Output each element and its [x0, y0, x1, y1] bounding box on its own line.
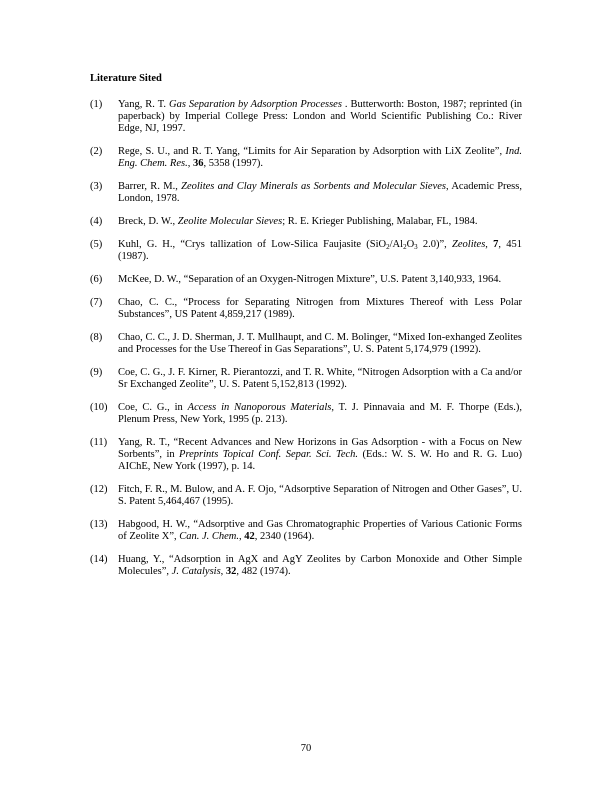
reference-text-run: McKee, D. W., “Separation of an Oxygen-Nitrogen Mixture”, U.S. Patent 3,140,933, 1964.: [118, 274, 502, 285]
reference-italic-text: Can. J. Chem.: [179, 531, 240, 542]
reference-number: (4): [90, 216, 103, 227]
reference-text: [118, 297, 522, 320]
reference-item: [90, 181, 522, 205]
reference-text-run: O: [406, 239, 415, 250]
reference-text: [118, 146, 522, 169]
reference-text-run: Coe, C. G., in: [118, 402, 188, 413]
reference-number: (11): [90, 437, 108, 448]
reference-number: (10): [90, 402, 108, 413]
reference-item: [90, 274, 522, 286]
reference-text: [118, 99, 522, 134]
reference-italic-text: Access in Nanoporous Materials: [187, 402, 332, 413]
reference-item: [90, 402, 522, 426]
reference-item: [90, 239, 522, 263]
subscript: 3: [414, 243, 418, 251]
reference-text: [118, 239, 522, 262]
reference-text: [118, 367, 522, 390]
reference-italic-text: Zeolite Molecular Sieves: [177, 216, 283, 227]
reference-text-run: , Academic Press, London, 1978.: [118, 181, 522, 204]
reference-text-run: , T. J. Pinnavaia and M. F. Thorpe (Eds.), Plenum Press, New York, 1995 (p. 213).: [118, 402, 523, 425]
reference-italic-text: Ind. Eng. Chem. Res.: [118, 146, 522, 169]
reference-number: (3): [90, 181, 103, 192]
reference-volume: 42: [244, 531, 255, 542]
reference-text-run: ,: [187, 158, 193, 169]
reference-volume: 7: [493, 239, 499, 250]
reference-item: [90, 519, 522, 543]
reference-number: (8): [90, 332, 103, 343]
subscript: 2: [386, 243, 390, 251]
reference-text-run: Chao, C. C., “Process for Separating Nitrogen from Mixtures Thereof with Less Polar Substances”, US Patent 4,859,217 (1989).: [118, 297, 522, 320]
reference-text-run: Chao, C. C., J. D. Sherman, J. T. Mullhaupt, and C. M. Bolinger, “Mixed Ion-exhanged Zeolites and Processes for the Use Thereof in Gas Separations”, U. S. Patent 5,174,979 (1992).: [118, 332, 522, 355]
reference-italic-text: Zeolites: [452, 239, 486, 250]
reference-text: [118, 332, 522, 355]
reference-number: (1): [90, 99, 103, 110]
reference-number: (14): [90, 554, 108, 565]
reference-item: [90, 484, 522, 508]
reference-text-run: Fitch, F. R., M. Bulow, and A. F. Ojo, “Adsorptive Separation of Nitrogen and Other Gases”, U. S. Patent 5,464,467 (1995).: [118, 484, 522, 507]
reference-text-run: ,: [239, 531, 245, 542]
reference-text-run: ,: [220, 566, 226, 577]
page-number: 70: [300, 743, 312, 754]
reference-text-run: (Eds.: W. S. W. Ho and R. G. Luo) AIChE, New York (1997), p. 14.: [118, 449, 522, 472]
reference-list: [90, 99, 522, 589]
reference-text-run: ; R. E. Krieger Publishing, Malabar, FL, 1984.: [282, 216, 478, 227]
reference-number: (5): [90, 239, 103, 250]
reference-number: (2): [90, 146, 103, 157]
reference-number: (13): [90, 519, 108, 530]
reference-item: [90, 367, 522, 391]
reference-number: (9): [90, 367, 103, 378]
reference-volume: 36: [192, 158, 204, 169]
reference-text-run: . Butterworth: Boston, 1987; reprinted (in paperback) by Imperial College Press: London and World Scientific Publishing Co.: River Edge, NJ, 1997.: [118, 99, 523, 134]
reference-text-run: , 5358 (1997).: [203, 158, 263, 169]
reference-italic-text: Gas Separation by Adsorption Processes: [168, 99, 342, 110]
reference-text: [118, 216, 477, 227]
reference-text: [118, 402, 522, 425]
reference-text-run: Yang, R. T.: [118, 99, 169, 110]
reference-text: [118, 484, 522, 507]
section-heading: Literature Sited: [90, 73, 162, 84]
reference-text-run: Barrer, R. M.,: [118, 181, 182, 192]
reference-item: [90, 437, 522, 473]
reference-text-run: , 2340 (1964).: [254, 531, 315, 542]
reference-text-run: Kuhl, G. H., “Crys tallization of Low-Silica Faujasite (SiO: [118, 239, 387, 250]
reference-text: [118, 274, 501, 285]
reference-text-run: Habgood, H. W., “Adsorptive and Gas Chromatographic Properties of Various Cationic Forms of Zeolite X”,: [118, 519, 522, 542]
reference-item: [90, 297, 522, 321]
reference-text-run: Yang, R. T., “Recent Advances and New Horizons in Gas Adsorption - with a Focus on New Sorbents”, in: [118, 437, 522, 460]
reference-number: (7): [90, 297, 103, 308]
reference-volume: 32: [225, 566, 237, 577]
reference-text-run: Rege, S. U., and R. T. Yang, “Limits for Air Separation by Adsorption with LiX Zeolite”,: [118, 146, 506, 157]
reference-item: [90, 146, 522, 170]
reference-number: (12): [90, 484, 108, 495]
reference-text-run: , 482 (1974).: [236, 566, 291, 577]
reference-text-run: Coe, C. G., J. F. Kirner, R. Pierantozzi, and T. R. White, “Nitrogen Adsorption with a Ca and/or Sr Exchanged Zeolite”, U. S. Patent 5,152,813 (1992).: [118, 367, 522, 390]
reference-item: [90, 332, 522, 356]
subscript: 2: [403, 243, 407, 251]
reference-item: [90, 99, 522, 135]
reference-text-run: /Al: [389, 239, 404, 250]
reference-item: [90, 554, 522, 578]
reference-text: [118, 519, 522, 542]
reference-number: (6): [90, 274, 103, 285]
reference-text: [118, 181, 522, 204]
reference-italic-text: Preprints Topical Conf. Separ. Sci. Tech.: [179, 449, 359, 460]
reference-text-run: Huang, Y., “Adsorption in AgX and AgY Zeolites by Carbon Monoxide and Other Simple Molecules”,: [118, 554, 522, 577]
reference-text-run: 2.0)”,: [417, 239, 453, 250]
reference-italic-text: Zeolites and Clay Minerals as Sorbents and Molecular Sieves: [181, 181, 446, 192]
reference-italic-text: J. Catalysis: [171, 566, 221, 577]
reference-text-run: Breck, D. W.,: [118, 216, 178, 227]
reference-text: [118, 437, 522, 472]
reference-text-run: , 451 (1987).: [118, 239, 522, 262]
reference-text-run: ,: [485, 239, 494, 250]
reference-text: [118, 554, 522, 577]
reference-item: [90, 216, 522, 228]
